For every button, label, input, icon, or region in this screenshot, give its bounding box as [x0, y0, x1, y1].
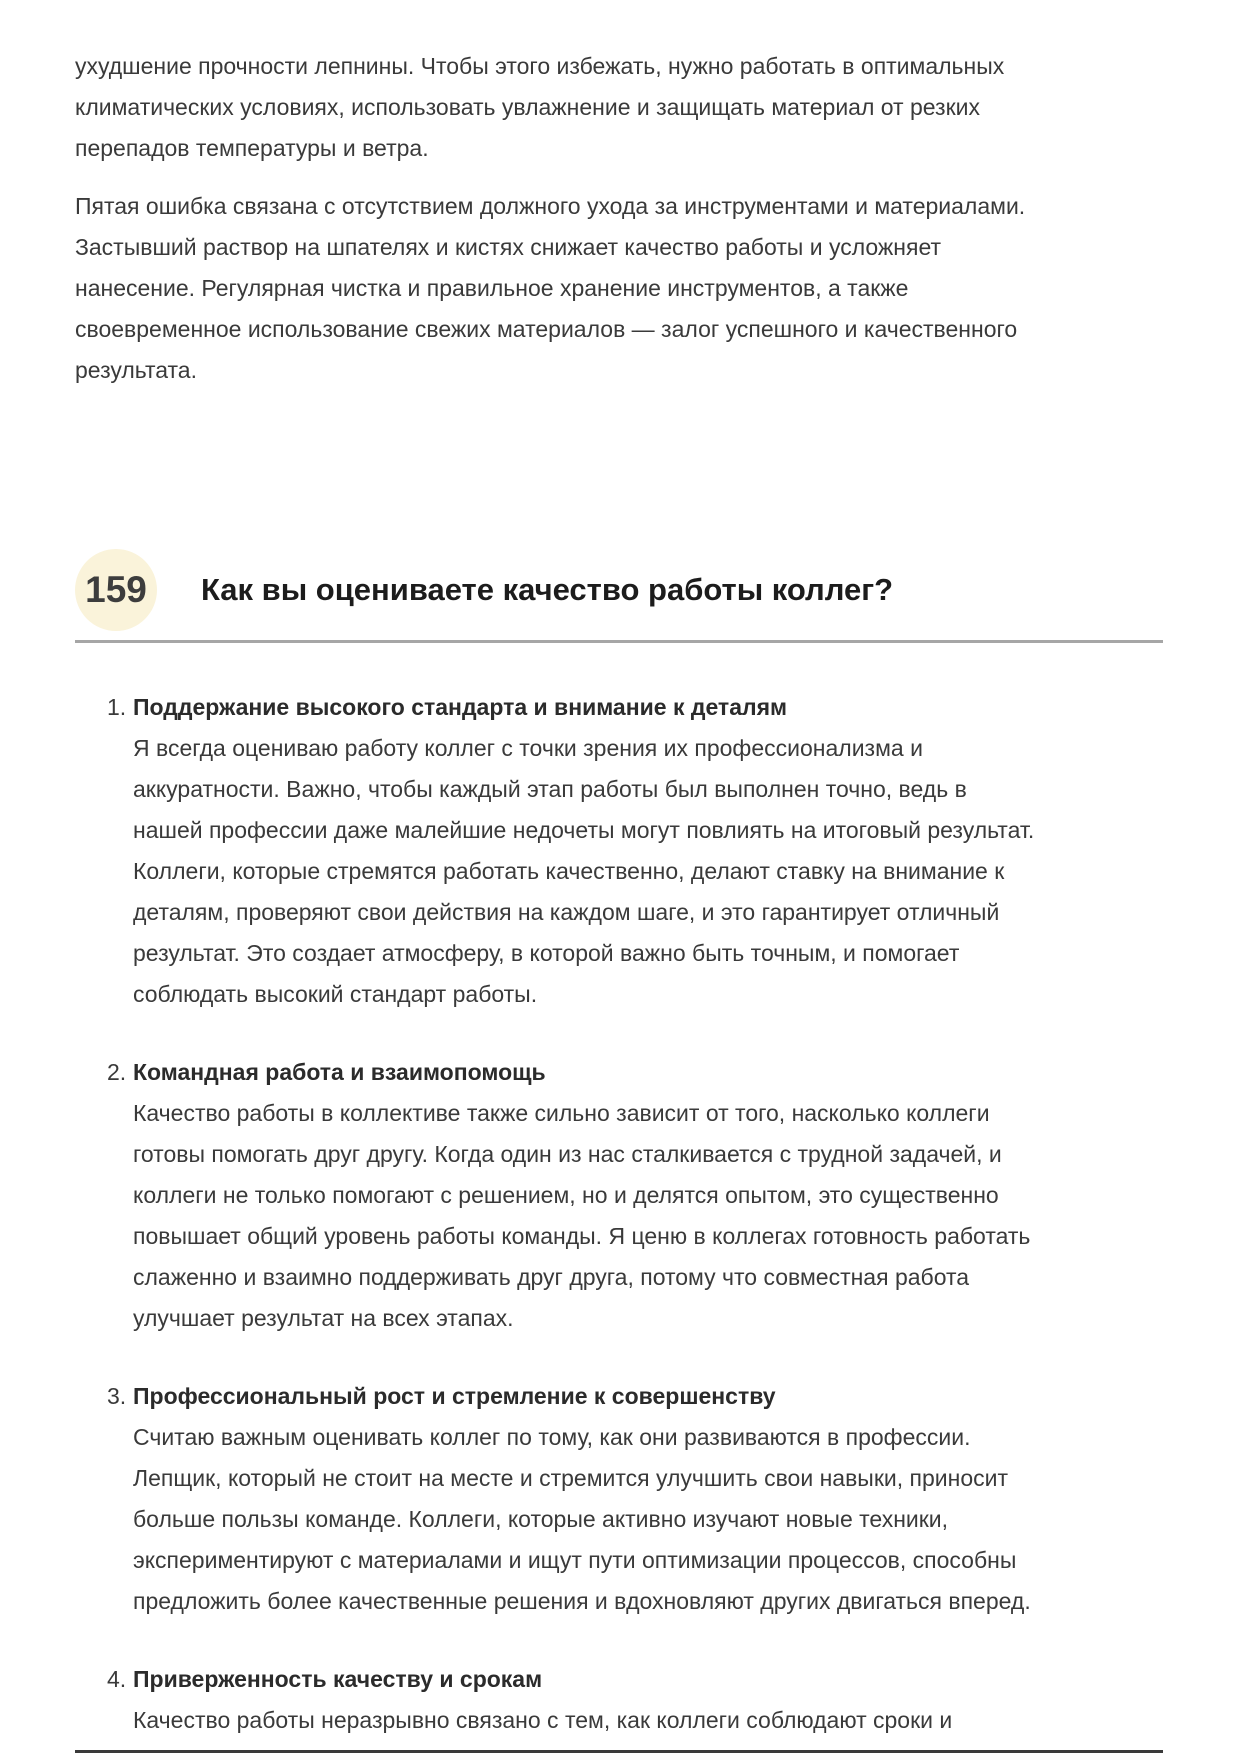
question-number-badge: 159 — [75, 549, 157, 631]
list-item-title: Командная работа и взаимопомощь — [133, 1059, 546, 1085]
list-item-body: Считаю важным оценивать коллег по тому, как они развиваются в профессии. Лепщик, который не стоит на месте и стремится улучшить свои навыки, приносит больше пользы команде. Коллеги, которые активно изучают новые техники, экспериментируют с материалами и ищут пути оптимизации процессов, способны предложить более качественные решения и вдохновляют других двигаться вперед. — [133, 1424, 1031, 1614]
list-item — [107, 687, 1163, 1015]
list-item-number: 2. — [107, 1059, 127, 1085]
list-item-title: Приверженность качеству и срокам — [133, 1666, 543, 1692]
intro-paragraph: Пятая ошибка связана с отсутствием должного ухода за инструментами и материалами. Застывший раствор на шпателях и кистях снижает качество работы и усложняет нанесение. Регулярная чистка и правильное хранение инструментов, а также своевременное использование свежих материалов — залог успешного и качественного результата. — [75, 193, 1026, 383]
list-item-content — [133, 1052, 1039, 1339]
list-item — [107, 1052, 1163, 1339]
list-item-content — [133, 1659, 952, 1741]
list-item-content — [133, 687, 1039, 1015]
question-title: Как вы оцениваете качество работы коллег? — [201, 572, 894, 607]
question-header — [75, 549, 1163, 631]
list-item-title: Профессиональный рост и стремление к совершенству — [133, 1383, 776, 1409]
intro-section — [75, 46, 1163, 391]
question-divider — [75, 640, 1163, 643]
list-item-body: Качество работы неразрывно связано с тем, как коллеги соблюдают сроки и — [133, 1707, 953, 1733]
answers-list — [75, 687, 1163, 1741]
list-item-number: 3. — [107, 1383, 127, 1409]
list-item — [107, 1376, 1163, 1622]
list-item-body: Я всегда оцениваю работу коллег с точки зрения их профессионализма и аккуратности. Важно, чтобы каждый этап работы был выполнен точно, ведь в нашей профессии даже малейшие недочеты могут повлиять на итоговый результат. Коллеги, которые стремятся работать качественно, делают ставку на внимание к деталям, проверяют свои действия на каждом шаге, и это гарантирует отличный результат. Это создает атмосферу, в которой важно быть точным, и помогает соблюдать высокий стандарт работы. — [133, 735, 1035, 1007]
list-item-content — [133, 1376, 1039, 1622]
list-item-number: 1. — [107, 694, 127, 720]
intro-paragraph: ухудшение прочности лепнины. Чтобы этого избежать, нужно работать в оптимальных климатических условиях, использовать увлажнение и защищать материал от резких перепадов температуры и ветра. — [75, 53, 1005, 161]
list-item-body: Качество работы в коллективе также сильно зависит от того, насколько коллеги готовы помогать друг другу. Когда один из нас сталкивается с трудной задачей, и коллеги не только помогают с решением, но и делятся опытом, это существенно повышает общий уровень работы команды. Я ценю в коллегах готовность работать слаженно и взаимно поддерживать друг друга, потому что совместная работа улучшает результат на всех этапах. — [133, 1100, 1031, 1331]
list-item — [107, 1659, 1163, 1741]
list-item-title: Поддержание высокого стандарта и внимание к деталям — [133, 694, 788, 720]
list-item-number: 4. — [107, 1666, 127, 1692]
